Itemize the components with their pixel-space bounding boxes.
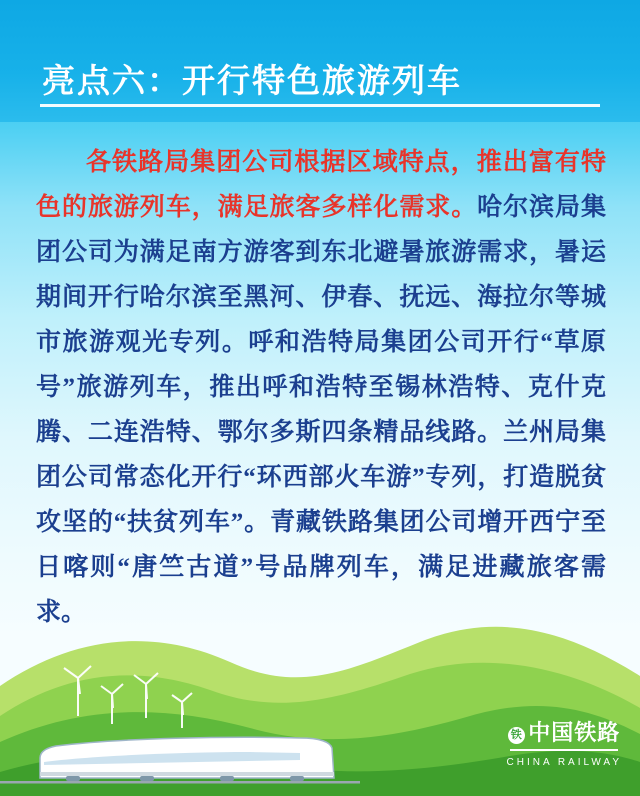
header-divider	[40, 104, 600, 107]
brand-logo-cn	[507, 722, 623, 744]
page-title: 亮点六：开行特色旅游列车	[42, 64, 462, 100]
body-rest-text: 哈尔滨局集团公司为满足南方游客到东北避暑旅游需求，暑运期间开行哈尔滨至黑河、伊春、抚远、海拉尔等城市旅游观光专列。呼和浩特局集团公司开行“草原号”旅游列车，推出呼和浩特至锡林浩特、克什克腾、二连浩特、鄂尔多斯四条精品线路。兰州局集团公司常态化开行“环西部火车游”专列，打造脱贫攻坚的“扶贫列车”。青藏铁路集团公司增开西宁至日喀则“唐竺古道”号品牌列车，满足进藏旅客需求。	[36, 194, 606, 626]
body-highlight-text: 各铁路局集团公司根据区域特点，推出富有特色的旅游列车，满足旅客多样化需求。	[36, 149, 606, 221]
brand-logo-divider	[510, 749, 618, 751]
railway-mark-icon: 铁	[508, 727, 525, 744]
body-copy	[36, 140, 606, 635]
brand-logo	[507, 722, 623, 768]
brand-logo-cn-text: 中国铁路	[528, 720, 621, 745]
brand-logo-en: CHINA RAILWAY	[506, 757, 622, 768]
